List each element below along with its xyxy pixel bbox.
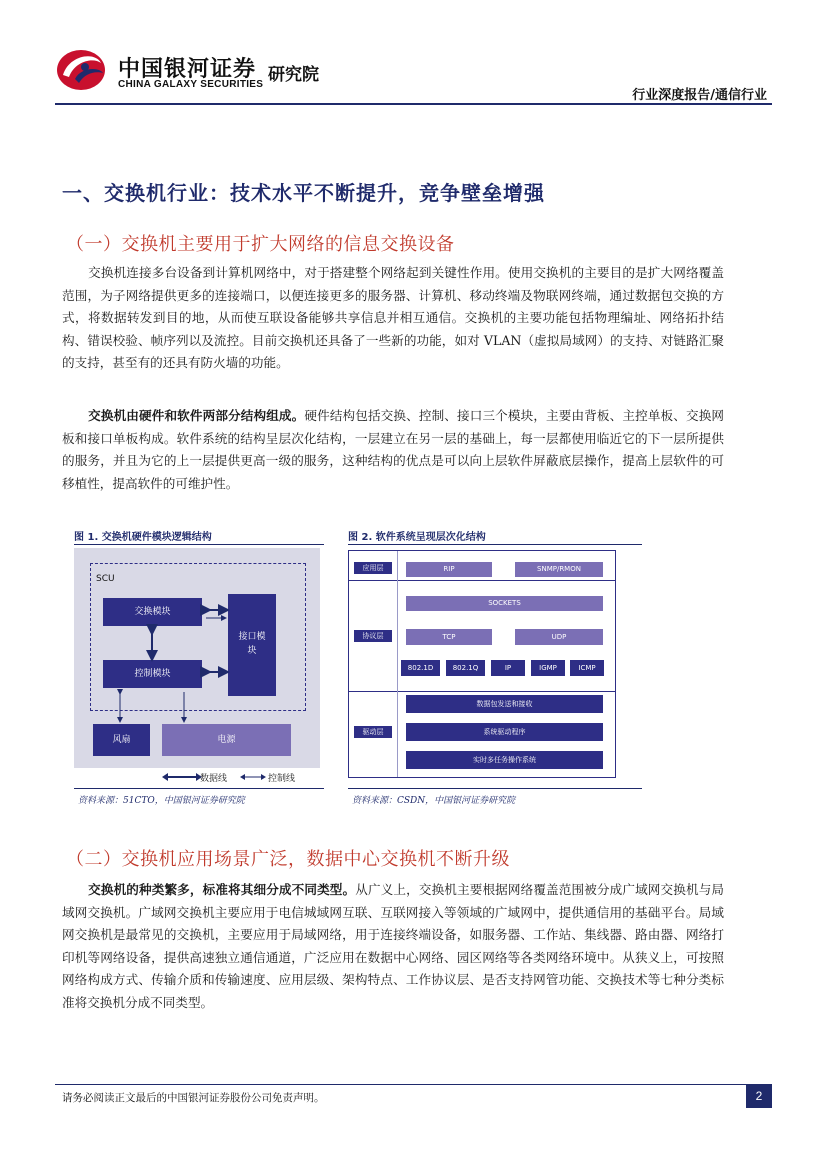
protocol-ip-block: IP <box>491 660 525 676</box>
paragraph-text: 从广义上，交换机主要根据网络覆盖范围被分成广域网交换机与局域网交换机。广域网交换机主要应用于电信城域网互联、互联网接入等领域的广域网中，提供通信用的基础平台。局域网交换机是最常见的交换机，主要应用于局域网络，用于连接终端设备，如服务器、工作站、集线器、路由器、网络打印机等网络设备，提供高速独立通信通道，广泛应用在数据中心网络、园区网络等各类网络环境中。从狭义上，可按照网络构成方式、传输介质和传输速度、应用层级、架构特点、工作协议层、是否支持网管功能、交换技术等七种分类标准将交换机分成不同类型。 <box>62 882 725 1010</box>
legend-data-label: 数据线 <box>200 774 228 784</box>
udp-block: UDP <box>515 629 603 645</box>
subsection-title: （二）交换机应用场景广泛，数据中心交换机不断升级 <box>66 849 510 870</box>
figure-divider <box>74 788 324 789</box>
figure-divider <box>348 544 642 545</box>
rip-block: RIP <box>406 562 492 577</box>
layer-divider <box>349 691 615 692</box>
section-title: 一、交换机行业：技术水平不断提升，竞争壁垒增强 <box>62 181 545 205</box>
control-module-block: 控制模块 <box>103 660 202 688</box>
figure-divider <box>348 788 642 789</box>
logo-text-en: CHINA GALAXY SECURITIES <box>118 79 264 90</box>
figure-source: 资料来源：CSDN，中国银河证券研究院 <box>352 796 516 806</box>
paragraph-lead: 交换机的种类繁多，标准将其细分成不同类型。 <box>88 882 356 897</box>
institute-label: 研究院 <box>268 65 319 85</box>
paragraph-lead: 交换机由硬件和软件两部分结构组成。 <box>88 408 305 423</box>
switch-module-block: 交换模块 <box>103 598 202 626</box>
footer-divider <box>55 1084 772 1085</box>
layer-driver-label: 驱动层 <box>354 726 392 738</box>
layer-divider <box>349 580 615 581</box>
interface-module-block: 接口模块 <box>228 594 276 696</box>
subsection-title: （一）交换机主要用于扩大网络的信息交换设备 <box>66 234 455 255</box>
scu-label: SCU <box>96 574 115 584</box>
figure-divider <box>74 544 324 545</box>
driver-packet-block: 数据包发送和接收 <box>406 695 603 713</box>
snmp-block: SNMP/RMON <box>515 562 603 577</box>
data-line-legend-icon <box>162 772 202 782</box>
layer-protocol-label: 协议层 <box>354 630 392 642</box>
figure-source: 资料来源：51CTO，中国银河证券研究院 <box>78 796 245 806</box>
paragraph-text: 交换机连接多台设备到计算机网络中，对于搭建整个网络起到关键性作用。使用交换机的主要目的是扩大网络覆盖范围，为子网络提供更多的连接端口，以便连接更多的服务器、计算机、移动终端及物联网终端，通过数据包交换的方式，将数据转发到目的地，从而使互联设备能够共享信息并相互通信。交换机的主要功能包括物理编址、网络拓扑结构、错误校验、帧序列以及流控。目前交换机还具备了一些新的功能，如对 VLAN（虚拟局域网）的支持、对链路汇聚的支持，甚至有的还具有防火墙的功能。 <box>62 265 724 371</box>
layer-column-divider <box>397 551 398 777</box>
footer-disclaimer: 请务必阅读正文最后的中国银河证券股份公司免责声明。 <box>62 1092 325 1104</box>
paragraph-text: 硬件结构包括交换、控制、接口三个模块，主要由背板、主控单板、交换网板和接口单板构成。软件系统的结构呈层次化结构，一层建立在另一层的基础上，每一层都使用临近它的下一层所提供的服务，并且为它的上一层提供更高一级的服务，这种结构的优点是可以向上层软件屏蔽底层操作，提高上层软件的可移植性，提高软件的可维护性。 <box>62 408 725 491</box>
paragraph <box>62 405 724 495</box>
hardware-diagram <box>74 548 320 768</box>
page-number: 2 <box>746 1084 772 1108</box>
protocol-8021d-block: 802.1D <box>401 660 440 676</box>
protocol-8021q-block: 802.1Q <box>446 660 485 676</box>
logo-text-cn: 中国银河证券 <box>118 57 257 82</box>
power-block: 电源 <box>162 724 291 756</box>
legend-control-label: 控制线 <box>268 774 296 784</box>
protocol-igmp-block: IGMP <box>531 660 565 676</box>
layer-app-label: 应用层 <box>354 562 392 574</box>
protocol-icmp-block: ICMP <box>570 660 604 676</box>
paragraph <box>62 879 724 1015</box>
figure-title: 图 1. 交换机硬件模块逻辑结构 <box>74 532 212 543</box>
connector-arrows <box>74 548 320 768</box>
report-type-label: 行业深度报告/通信行业 <box>632 88 767 103</box>
tcp-block: TCP <box>406 629 492 645</box>
control-line-legend-icon <box>240 772 266 782</box>
header-divider <box>55 103 772 105</box>
paragraph <box>62 262 724 375</box>
sockets-block: SOCKETS <box>406 596 603 611</box>
driver-rtos-block: 实时多任务操作系统 <box>406 751 603 769</box>
software-diagram <box>348 550 616 778</box>
driver-system-block: 系统驱动程序 <box>406 723 603 741</box>
fan-block: 风扇 <box>93 724 150 756</box>
galaxy-logo-icon <box>55 45 107 93</box>
figure-title: 图 2. 软件系统呈现层次化结构 <box>348 532 486 543</box>
